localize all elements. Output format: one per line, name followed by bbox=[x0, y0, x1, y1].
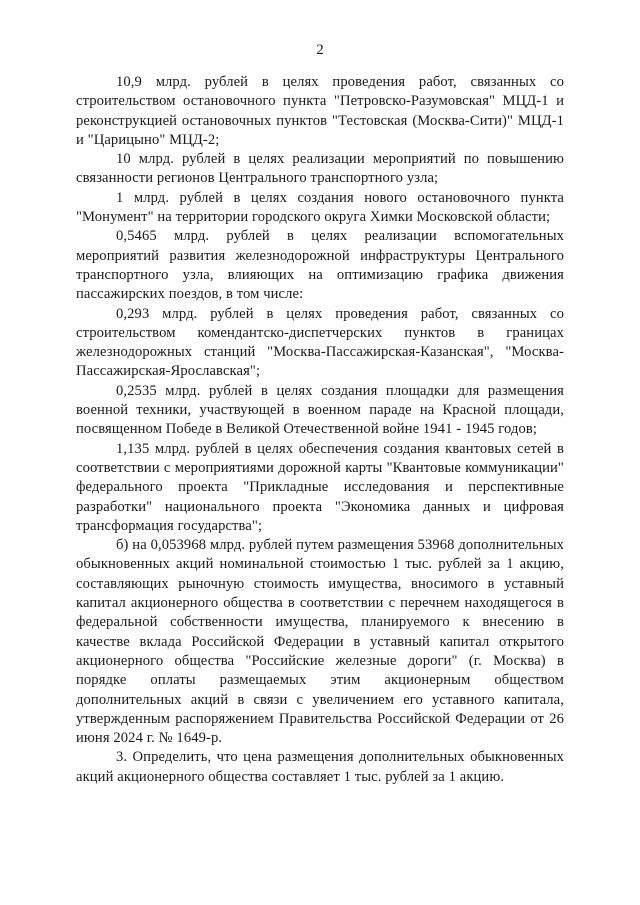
document-body bbox=[76, 73, 564, 787]
paragraph-military-parade-site: 0,2535 млрд. рублей в целях создания площадки для размещения военной техники, участвующей в военном параде на Красной площади, посвященном Победе в Великой Отечественной войне 1941 - 1945 годов; bbox=[76, 382, 564, 438]
paragraph-quantum-networks: 1,135 млрд. рублей в целях обеспечения создания квантовых сетей в соответствии с мероприятиями дорожной карты "Квантовые коммуникации" федерального проекта "Прикладные исследования и перспективные разработки" национального проекта "Экономика данных и цифровая трансформация государства"; bbox=[76, 440, 564, 534]
paragraph-transport-hub-connectivity: 10 млрд. рублей в целях реализации мероприятий по повышению связанности регионов Центрального транспортного узла; bbox=[76, 151, 564, 187]
paragraph-monument-stop: 1 млрд. рублей в целях создания нового остановочного пункта "Монумент" на территории городского округа Химки Московской области; bbox=[76, 189, 564, 226]
paragraph-share-price: 3. Определить, что цена размещения дополнительных обыкновенных акций акционерного общества составляет 1 тыс. рублей за 1 акцию. bbox=[76, 749, 564, 785]
paragraph-share-placement: б) на 0,053968 млрд. рублей путем размещения 53968 дополнительных обыкновенных акций номинальной стоимостью 1 тыс. рублей за 1 акцию, составляющих рыночную стоимость имущества, вносимого в уставный капитал акционерного общества в соответствии с перечнем находящегося в федеральной собственности имущества, планируемого к внесению в качестве вклада Российской Федерации в уставный капитал открытого акционерного общества "Российские железные дороги" (г. Москва) в порядке оплаты размещаемых этим акционерным обществом дополнительных акций в связи с увеличением его уставного капитала, утвержденным распоряжением Правительства Российской Федерации от 26 июня 2024 г. № 1649-р. bbox=[76, 537, 564, 747]
paragraph-dispatch-points: 0,293 млрд. рублей в целях проведения работ, связанных со строительством комендантско-диспетчерских пунктов в границах железнодорожных станций "Москва-Пассажирская-Казанская", "Москва-Пассажирская-Ярославская"; bbox=[76, 305, 564, 380]
page-number: 2 bbox=[316, 42, 324, 58]
paragraph-petrovsko-razumovskaya: 10,9 млрд. рублей в целях проведения работ, связанных со строительством остановочного пункта "Петровско-Разумовская" МЦД-1 и реконструкцией остановочных пунктов "Тестовская (Москва-Сити)" МЦД-1 и "Царицыно" МЦД-2; bbox=[76, 74, 564, 148]
paragraph-auxiliary-infrastructure: 0,5465 млрд. рублей в целях реализации вспомогательных мероприятий развития железнодорожной инфраструктуры Центрального транспортного узла, влияющих на оптимизацию графика движения пассажирских поездов, в том числе: bbox=[76, 228, 564, 303]
